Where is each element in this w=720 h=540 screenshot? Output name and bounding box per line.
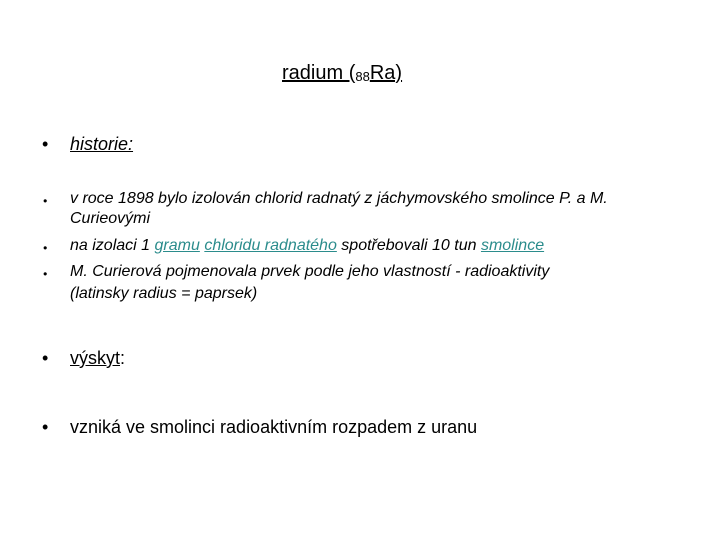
vyskyt-heading [70, 348, 125, 369]
bullet-glyph: • [43, 241, 48, 255]
bullet-glyph: • [42, 348, 49, 368]
history-item-3-line2: (latinsky radius = paprsek) [70, 285, 258, 302]
link-smolince[interactable]: smolince [480, 237, 545, 254]
vyskyt-text: vzniká ve smolinci radioaktivním rozpadem z uranu [70, 417, 478, 437]
bullet-glyph: • [42, 134, 49, 154]
atomic-number: 88 [355, 69, 370, 84]
bullet-glyph: • [42, 417, 49, 437]
historie-heading: historie: [70, 134, 134, 154]
history-item-1-line1: v roce 1898 bylo izolován chlorid radnatý z jáchymovského smolince P. a M. [70, 190, 608, 207]
link-gramu[interactable]: gramu [154, 237, 200, 254]
history-item-1-line2: Curieovými [70, 210, 151, 227]
history-item-2-mid: spotřebovali 10 tun [336, 237, 481, 254]
title-suffix: Ra) [369, 62, 403, 84]
bullet-glyph: • [43, 194, 48, 208]
history-item-2-pre: na izolaci 1 [70, 237, 155, 254]
history-item-3-line1: M. Curierová pojmenovala prvek podle jeho vlastností - radioaktivity [70, 263, 550, 280]
vyskyt-colon: : [120, 348, 126, 368]
title-prefix: radium ( [282, 62, 356, 84]
slide-title [282, 62, 402, 85]
history-item-2-text [70, 236, 544, 256]
link-chloridu-radnateho[interactable]: chloridu radnatého [204, 237, 337, 254]
vyskyt-label: výskyt [70, 348, 121, 368]
bullet-glyph: • [43, 267, 48, 281]
